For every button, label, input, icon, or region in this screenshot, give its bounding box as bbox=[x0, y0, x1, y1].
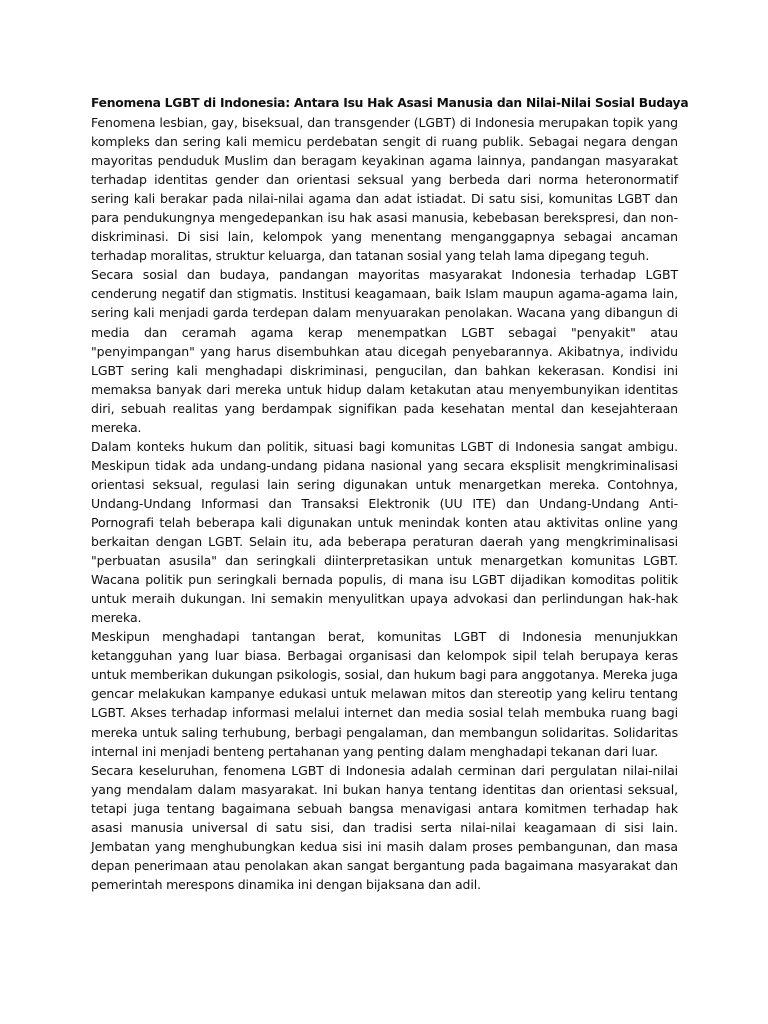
paragraph-conclusion: Secara keseluruhan, fenomena LGBT di Indonesia adalah cerminan dari pergulatan nilai-nilai yang mendalam dalam masyarakat. Ini bukan hanya tentang identitas dan orientasi seksual, tetapi juga tentang bagaimana sebuah bangsa menavigasi antara komitmen terhadap hak asasi manusia universal di satu sisi, dan tradisi serta nilai-nilai keagamaan di sisi lain. Jembatan yang menghubungkan kedua sisi ini masih dalam proses pembangunan, dan masa depan penerimaan atau penolakan akan sangat bergantung pada bagaimana masyarakat dan pemerintah merespons dinamika ini dengan bijaksana dan adil. bbox=[91, 762, 678, 892]
document-page bbox=[91, 94, 689, 894]
paragraph-intro: Fenomena lesbian, gay, biseksual, dan transgender (LGBT) di Indonesia merupakan topik yang kompleks dan sering kali memicu perdebatan sengit di ruang publik. Sebagai negara dengan mayoritas penduduk Muslim dan beragam keyakinan agama lainnya, pandangan masyarakat terhadap identitas gender dan orientasi seksual yang berbeda dari norma heteronormatif sering kali berakar pada nilai-nilai agama dan adat istiadat. Di satu sisi, komunitas LGBT dan para pendukungnya mengedepankan isu hak asasi manusia, kebebasan berekspresi, dan non-diskriminasi. Di sisi lain, kelompok yang menentang menganggapnya sebagai ancaman terhadap moralitas, struktur keluarga, dan tatanan sosial yang telah lama dipegang teguh. bbox=[91, 115, 678, 264]
paragraph-social-cultural: Secara sosial dan budaya, pandangan mayoritas masyarakat Indonesia terhadap LGBT cenderung negatif dan stigmatis. Institusi keagamaan, baik Islam maupun agama-agama lain, sering kali menjadi garda terdepan dalam menyuarakan penolakan. Wacana yang dibangun di media dan ceramah agama kerap menempatkan LGBT sebagai "penyakit" atau "penyimpangan" yang harus disembuhkan atau dicegah penyebarannya. Akibatnya, individu LGBT sering kali menghadapi diskriminasi, pengucilan, dan bahkan kekerasan. Kondisi ini memaksa banyak dari mereka untuk hidup dalam ketakutan atau menyembunyikan identitas diri, sebuah realitas yang berdampak signifikan pada kesehatan mental dan kesejahteraan mereka. bbox=[91, 267, 678, 435]
paragraph-resilience: Meskipun menghadapi tantangan berat, komunitas LGBT di Indonesia menunjukkan ketangguhan yang luar biasa. Berbagai organisasi dan kelompok sipil telah berupaya keras untuk memberikan dukungan psikologis, sosial, dan hukum bagi para anggotanya. Mereka juga gencar melakukan kampanye edukasi untuk melawan mitos dan stereotip yang keliru tentang LGBT. Akses terhadap informasi melalui internet dan media sosial telah membuka ruang bagi mereka untuk saling terhubung, berbagi pengalaman, dan membangun solidaritas. Solidaritas internal ini menjadi benteng pertahanan yang penting dalam menghadapi tekanan dari luar. bbox=[91, 629, 678, 759]
document-title: Fenomena LGBT di Indonesia: Antara Isu Hak Asasi Manusia dan Nilai-Nilai Sosial Budaya bbox=[91, 96, 689, 110]
paragraph-legal-political: Dalam konteks hukum dan politik, situasi bagi komunitas LGBT di Indonesia sangat ambigu. Meskipun tidak ada undang-undang pidana nasional yang secara eksplisit mengkriminalisasi orientasi seksual, regulasi lain sering digunakan untuk menargetkan mereka. Contohnya, Undang-Undang Informasi dan Transaksi Elektronik (UU ITE) dan Undang-Undang Anti-Pornografi telah beberapa kali digunakan untuk menindak konten atau aktivitas online yang berkaitan dengan LGBT. Selain itu, ada beberapa peraturan daerah yang mengkriminalisasi "perbuatan asusila" dan seringkali diinterpretasikan untuk menargetkan komunitas LGBT. Wacana politik pun seringkali bernada populis, di mana isu LGBT dijadikan komoditas politik untuk meraih dukungan. Ini semakin menyulitkan upaya advokasi dan perlindungan hak-hak mereka. bbox=[91, 438, 678, 626]
